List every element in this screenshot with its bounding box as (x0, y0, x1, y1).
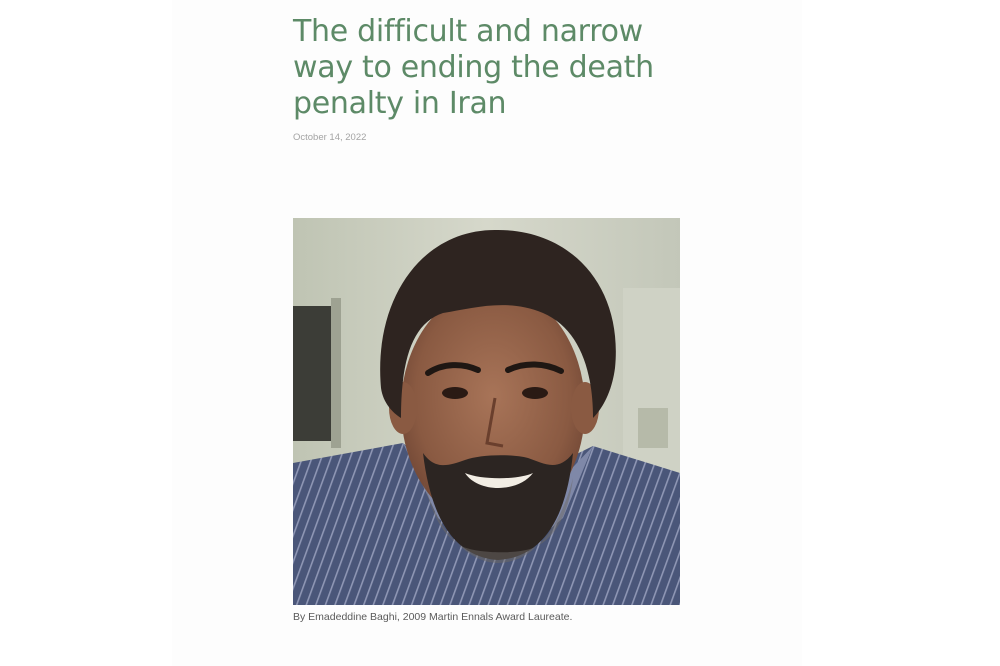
article-photo (293, 218, 680, 605)
photo-caption: By Emadeddine Baghi, 2009 Martin Ennals Award Laureate. (293, 611, 573, 623)
article-title: The difficult and narrow way to ending the death penalty in Iran (293, 14, 654, 121)
article-header (293, 14, 693, 143)
article-date: October 14, 2022 (293, 132, 367, 143)
